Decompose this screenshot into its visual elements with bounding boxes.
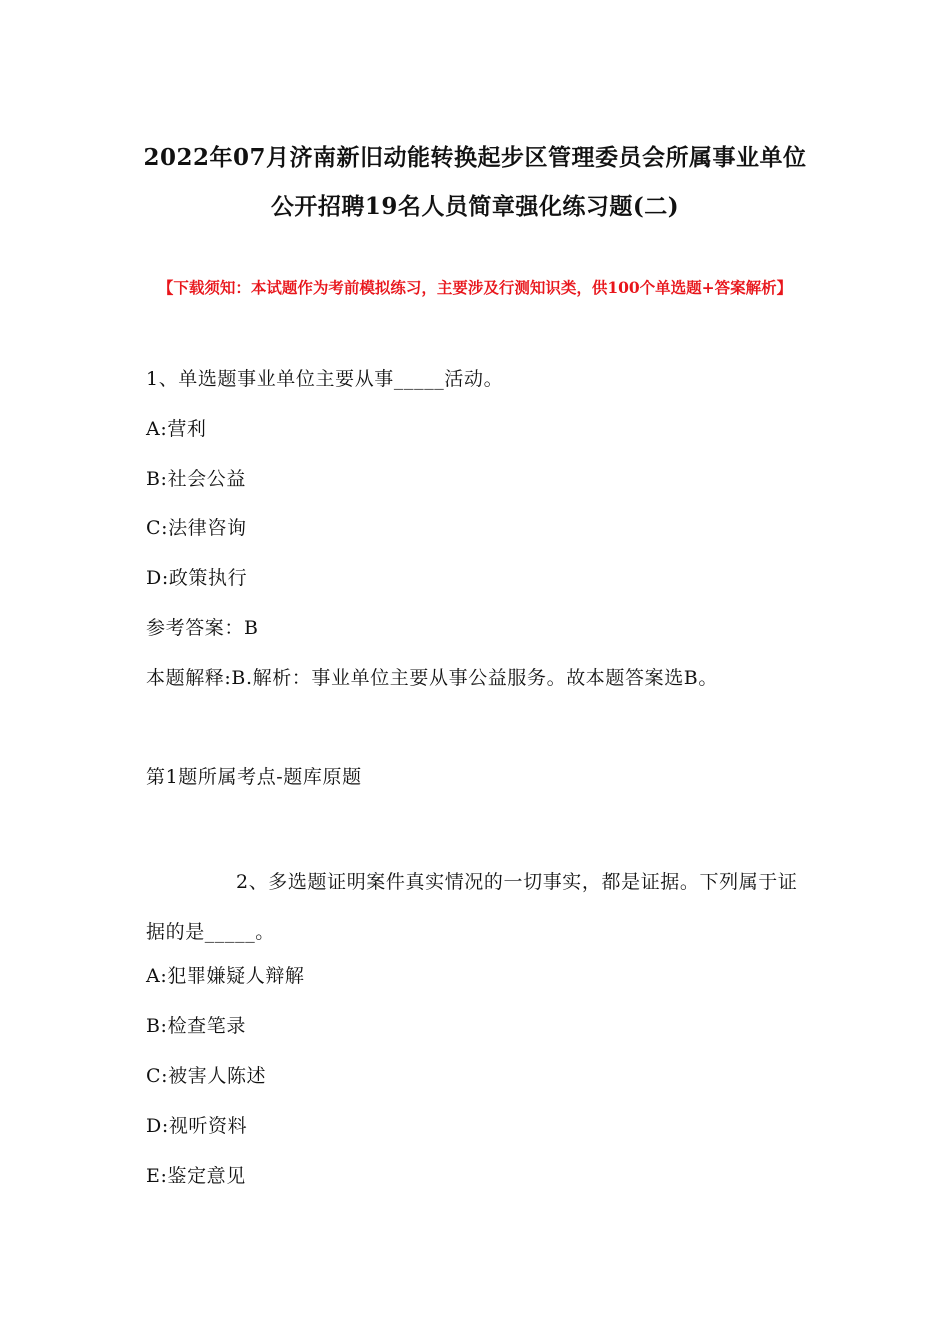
question-1-answer: 参考答案：B <box>146 617 259 639</box>
question-1-option-a: A:营利 <box>146 418 207 440</box>
question-1-topic: 第1题所属考点-题库原题 <box>146 766 362 788</box>
question-2-option-e: E:鉴定意见 <box>146 1165 246 1187</box>
question-1-option-b: B:社会公益 <box>146 468 246 490</box>
document-title-line-1: 2022年07月济南新旧动能转换起步区管理委员会所属事业单位 <box>143 144 807 171</box>
question-1-stem: 1、单选题事业单位主要从事_____活动。 <box>146 368 504 390</box>
question-2-option-c: C:被害人陈述 <box>146 1065 267 1087</box>
document-title-line-2: 公开招聘19名人员简章强化练习题(二) <box>270 193 680 220</box>
question-1-option-c: C:法律咨询 <box>146 517 247 539</box>
question-2-option-d: D:视听资料 <box>146 1115 248 1137</box>
question-1-explanation: 本题解释:B.解析：事业单位主要从事公益服务。故本题答案选B。 <box>146 667 718 689</box>
question-2-option-b: B:检查笔录 <box>146 1015 246 1037</box>
question-2-option-a: A:犯罪嫌疑人辩解 <box>146 965 305 987</box>
question-1-option-d: D:政策执行 <box>146 567 248 589</box>
download-notice: 【下载须知：本试题作为考前模拟练习，主要涉及行测知识类，供100个单选题+答案解析】 <box>157 278 793 297</box>
question-2-stem: 2、多选题证明案件真实情况的一切事实，都是证据。下列属于证据的是_____。 <box>146 871 798 943</box>
